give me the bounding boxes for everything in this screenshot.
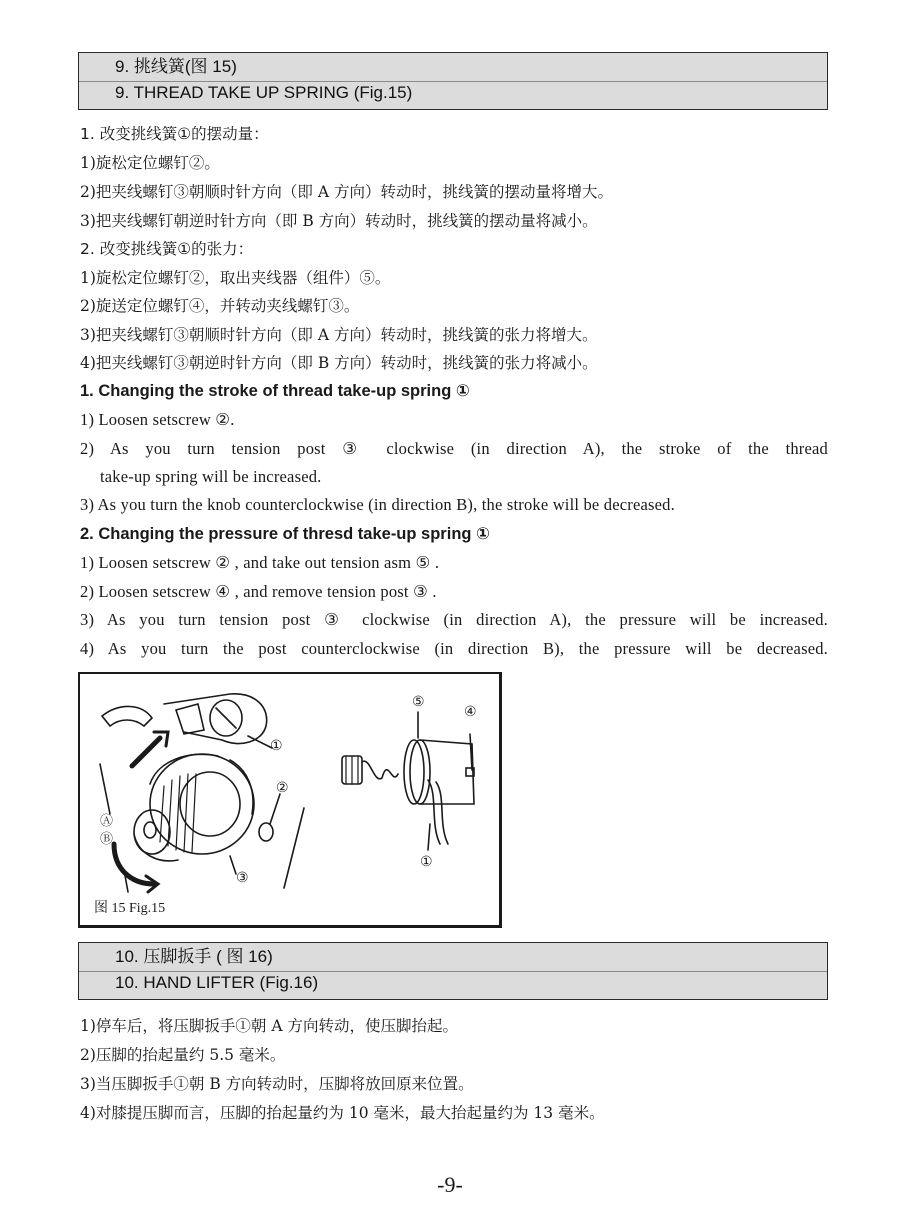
cn-line: 4)对膝提压脚而言，压脚的抬起量约为 10 毫米，最大抬起量约为 13 毫米。 xyxy=(80,1104,605,1122)
label-5: ⑤ xyxy=(412,694,425,710)
en-line: 1) Loosen setscrew ②. xyxy=(80,410,235,429)
label-2: ② xyxy=(276,780,289,796)
page-number: -9- xyxy=(437,1172,463,1197)
cn-line: 2)把夹线螺钉③朝顺时针方向（即 A 方向）转动时，挑线簧的摆动量将增大。 xyxy=(80,183,613,201)
cn-heading-2: 2. 改变挑线簧①的张力： xyxy=(80,240,254,258)
section-9-title-cn: 9. 挑线簧(图 15) xyxy=(115,57,237,76)
section-10-header xyxy=(78,942,828,1000)
figure-15-illustration xyxy=(80,674,500,926)
en-line: 2) As you turn tension post ③ clockwise (in direction A), the stroke of the thread xyxy=(80,439,828,458)
cn-line: 3)把夹线螺钉③朝顺时针方向（即 A 方向）转动时，挑线簧的张力将增大。 xyxy=(80,326,598,344)
cn-line: 3)当压脚扳手①朝 B 方向转动时，压脚将放回原来位置。 xyxy=(80,1075,474,1093)
en-line: 3) As you turn the knob counterclockwise (in direction B), the stroke will be decreased. xyxy=(80,495,675,514)
figure-15 xyxy=(78,672,502,928)
en-line-continued: take-up spring will be increased. xyxy=(100,467,322,486)
en-heading-1: 1. Changing the stroke of thread take-up spring ① xyxy=(80,382,470,400)
cn-line: 1)旋松定位螺钉②。 xyxy=(80,154,220,172)
en-line: 2) Loosen setscrew ④ , and remove tension post ③ . xyxy=(80,582,437,601)
section-10-title-en: 10. HAND LIFTER (Fig.16) xyxy=(115,973,319,992)
figure-15-caption: 图 15 Fig.15 xyxy=(94,901,166,916)
label-4: ④ xyxy=(464,704,477,720)
cn-heading-1: 1. 改变挑线簧①的摆动量： xyxy=(80,125,269,143)
cn-line: 3)把夹线螺钉朝逆时针方向（即 B 方向）转动时，挑线簧的摆动量将减小。 xyxy=(80,212,598,230)
section-9-title-en: 9. THREAD TAKE UP SPRING (Fig.15) xyxy=(115,83,413,102)
en-heading-2: 2. Changing the pressure of thresd take-up spring ① xyxy=(80,525,491,543)
cn-line: 1)停车后，将压脚扳手①朝 A 方向转动，使压脚抬起。 xyxy=(80,1017,458,1035)
label-1-right: ① xyxy=(420,854,433,870)
label-1: ① xyxy=(270,738,283,754)
label-3: ③ xyxy=(236,870,249,886)
section-10-title-cn: 10. 压脚扳手 ( 图 16) xyxy=(115,947,273,966)
cn-line: 4)把夹线螺钉③朝逆时针方向（即 B 方向）转动时，挑线簧的张力将减小。 xyxy=(80,354,598,372)
en-line: 1) Loosen setscrew ② , and take out tension asm ⑤ . xyxy=(80,553,440,572)
cn-line: 2)旋送定位螺钉④，并转动夹线螺钉③。 xyxy=(80,297,360,315)
cn-line: 2)压脚的抬起量约 5.5 毫米。 xyxy=(80,1046,286,1064)
label-A: Ⓐ xyxy=(100,814,114,829)
en-line: 3) As you turn tension post ③ clockwise (in direction A), the pressure will be increased. xyxy=(80,610,828,629)
cn-line: 1)旋松定位螺钉②，取出夹线器（组件）⑤。 xyxy=(80,269,391,287)
en-line: 4) As you turn the post counterclockwise (in direction B), the pressure will be decreased. xyxy=(80,639,828,658)
section-9-header xyxy=(78,52,828,110)
label-B: Ⓑ xyxy=(100,832,114,847)
